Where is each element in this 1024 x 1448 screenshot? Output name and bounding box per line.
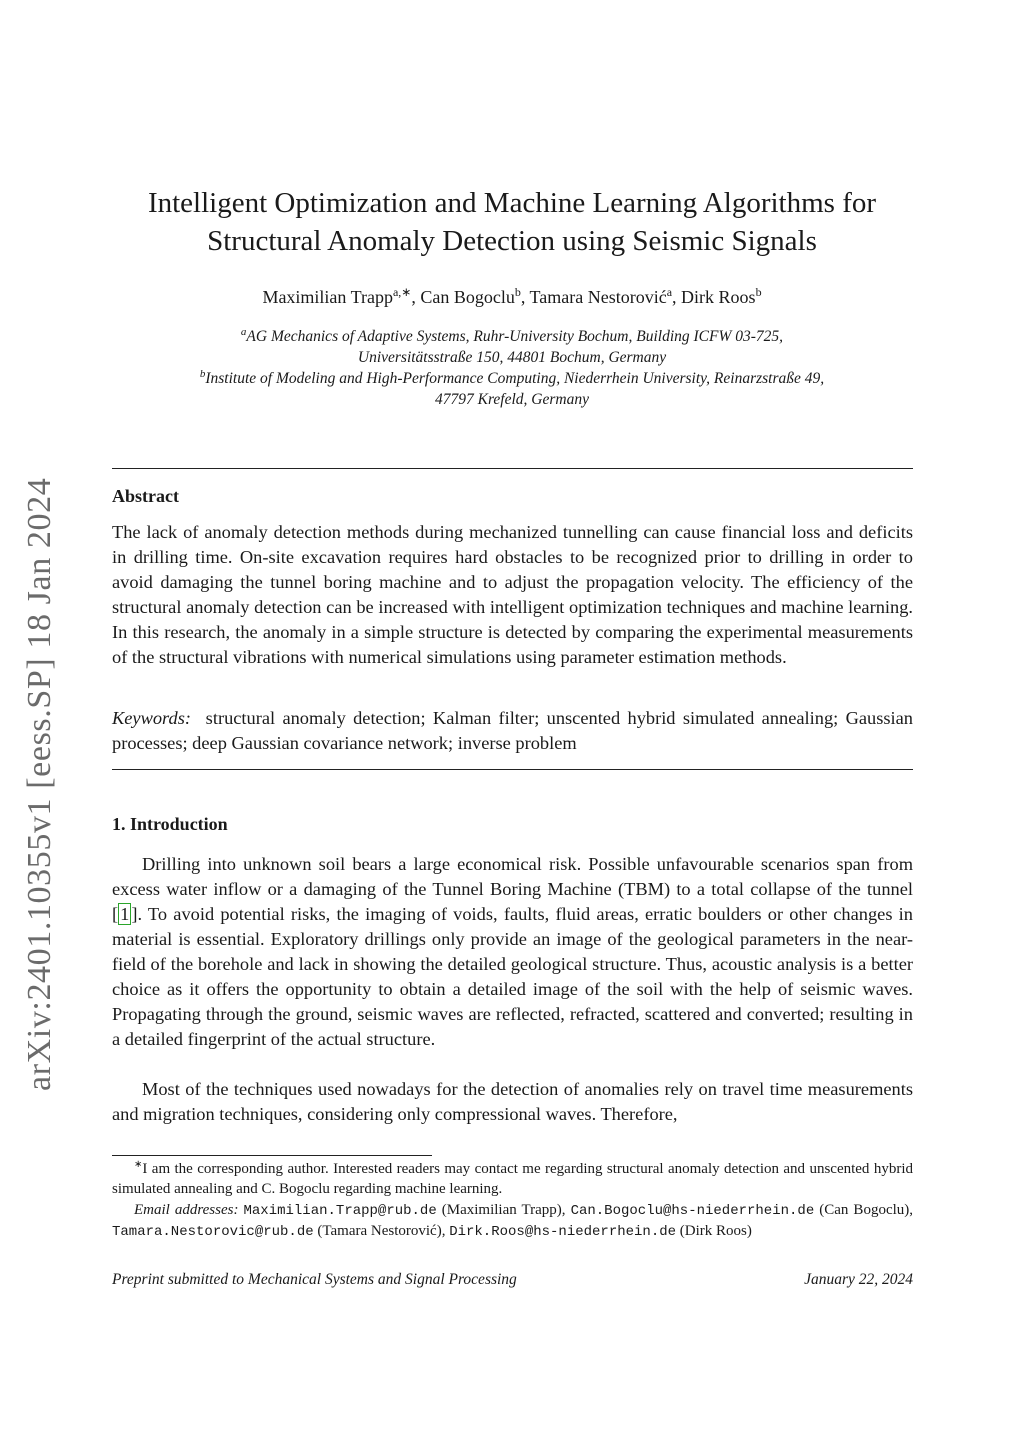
citation-link[interactable]: 1	[120, 904, 130, 924]
author-list: Maximilian Trapp$^{a,∗}$, Can Bogoclu$^b$, Tamara Nestorović$^a$, Dirk Roos$^b$	[262, 285, 762, 307]
footnote-corresponding: ∗I am the corresponding author. Interested readers may contact me regarding structural anomaly detection and unscented hybrid simulated annealing and C. Bogoclu regarding machine learning.	[112, 1159, 913, 1197]
email-link[interactable]: Tamara.Nestorovic@rub.de	[112, 1223, 314, 1240]
title-line-1: Intelligent Optimization and Machine Learning Algorithms for	[147, 187, 877, 219]
email-label: Email addresses:	[134, 1202, 239, 1218]
keywords	[112, 706, 913, 756]
author-affil-mark: b	[514, 285, 521, 299]
intro-paragraph-2: Most of the techniques used nowadays for the detection of anomalies rely on travel time measurements and migration techniques, considering only compressional waves. Therefore,	[112, 1079, 913, 1124]
section-heading-introduction: 1. Introduction	[112, 814, 228, 834]
arxiv-stamp: arXiv:2401.10355v1 [eess.SP] 18 Jan 2024	[21, 477, 58, 1091]
affiliations: $^a$AG Mechanics of Adaptive Systems, Ruhr-University Bochum, Building ICFW 03-725, Universitätsstraße 150, 44801 Bochum, Germany $^b$Institute of Modeling and High-Performance Computing, Niederrhein University, Reinarzstraße 49, 47797 Krefeld, Germany	[112, 326, 912, 410]
footnote-rule	[112, 1155, 432, 1156]
abstract-top-rule	[112, 468, 913, 469]
affiliation-a: $^a$AG Mechanics of Adaptive Systems, Ruhr-University Bochum, Building ICFW 03-725,	[240, 325, 784, 345]
abstract-text: The lack of anomaly detection methods during mechanized tunnelling can cause financial loss and deficits in drilling time. On-site excavation requires hard obstacles to be recognized prior to drilling in order to avoid damaging the tunnel boring machine and to adjust the propagation velocity. The efficiency of the structural anomaly detection can be increased with intelligent optimization techniques and machine learning. In this research, the anomaly in a simple structure is detected by comparing the experimental measurements of the structural vibrations with numerical simulations using parameter estimation methods.	[112, 522, 913, 667]
paper-title	[112, 184, 912, 260]
abstract-heading: Abstract	[112, 486, 179, 506]
author-name: Dirk Roos	[681, 287, 756, 307]
author-name: Maximilian Trapp	[262, 287, 393, 307]
intro-paragraph-1: Drilling into unknown soil bears a large economical risk. Possible unfavourable scenarios span from excess water inflow or a damaging of the Tunnel Boring Machine (TBM) to a total collapse of the tunnel [ 1 ]. To avoid potential risks, the imaging of voids, faults, fluid areas, erratic boulders or other changes in material is essential. Exploratory drillings only provide an image of the geological parameters in the near-field of the borehole and lack in showing the detailed geological structure. Thus, acoustic analysis is a better choice as it offers the opportunity to obtain a detailed image of the soil with the help of seismic waves. Propagating through the ground, seismic waves are reflected, refracted, scattered and converted; resulting in a detailed fingerprint of the actual structure.	[112, 854, 913, 1049]
abstract-bottom-rule	[112, 769, 913, 770]
preprint-note: Preprint submitted to Mechanical Systems and Signal Processing	[112, 1271, 517, 1288]
footnote-emails: Email addresses: Maximilian.Trapp@rub.de (Maximilian Trapp), Can.Bogoclu@hs-niederrhein.de (Can Bogoclu), Tamara.Nestorovic@rub.de (Tamara Nestorović), Dirk.Roos@hs-niederrhein.de (Dirk Roos)	[112, 1202, 914, 1240]
email-link[interactable]: Dirk.Roos@hs-niederrhein.de	[449, 1223, 677, 1240]
author-affil-mark: b	[755, 285, 762, 299]
author-name: Can Bogoclu	[420, 287, 515, 307]
email-link[interactable]: Can.Bogoclu@hs-niederrhein.de	[570, 1203, 815, 1219]
author-name: Tamara Nestorović	[529, 287, 667, 307]
email-link[interactable]: Maximilian.Trapp@rub.de	[243, 1203, 437, 1219]
author-affil-mark: a,∗	[392, 285, 412, 299]
affiliation-b: $^b$Institute of Modeling and High-Performance Computing, Niederrhein University, Reinarzstraße 49,	[199, 367, 825, 387]
title-line-2: Structural Anomaly Detection using Seismic Signals	[207, 225, 817, 257]
preprint-date: January 22, 2024	[804, 1271, 913, 1288]
keywords-text: structural anomaly detection; Kalman filter; unscented hybrid simulated annealing; Gaussian processes; deep Gaussian covariance network; inverse problem	[112, 708, 913, 753]
keywords-label: Keywords:	[112, 708, 192, 728]
author-affil-mark: a	[666, 285, 673, 299]
